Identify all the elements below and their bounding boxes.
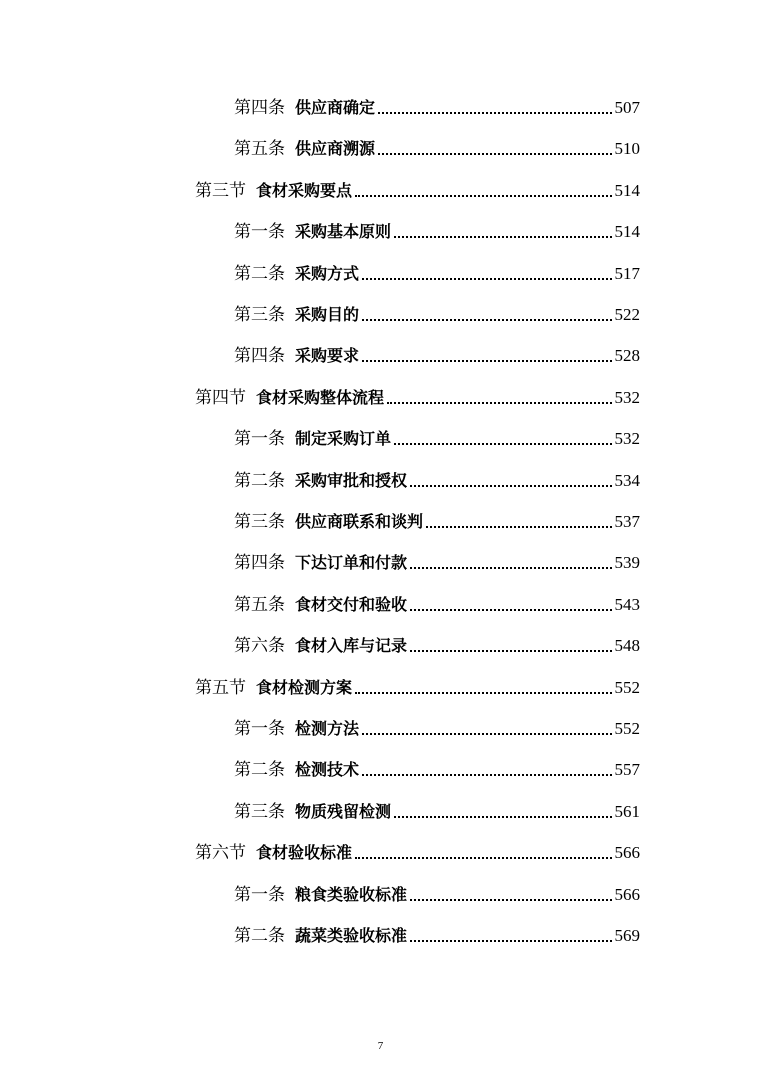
toc-entry[interactable] bbox=[195, 379, 640, 409]
toc-entry-page: 528 bbox=[614, 346, 640, 366]
toc-entry-page: 569 bbox=[614, 926, 640, 945]
toc-entry-title: 检测方法 bbox=[295, 719, 360, 738]
toc-entry-title: 采购方式 bbox=[295, 263, 360, 283]
dot-leader bbox=[362, 773, 611, 776]
dot-leader bbox=[410, 898, 611, 901]
toc-entry-title: 采购目的 bbox=[295, 305, 360, 324]
toc-entry[interactable] bbox=[234, 89, 640, 119]
toc-entry-page: 532 bbox=[614, 429, 640, 449]
toc-entry[interactable] bbox=[234, 503, 640, 533]
toc-entry-page: 522 bbox=[614, 305, 640, 324]
toc-entry-title: 食材采购要点 bbox=[256, 180, 353, 200]
toc-entry-label: 第三节 bbox=[195, 180, 246, 201]
dot-leader bbox=[410, 939, 611, 942]
toc-entry-title: 食材采购整体流程 bbox=[256, 387, 385, 407]
toc-entry-label: 第四条 bbox=[234, 346, 285, 367]
toc-entry-page: 557 bbox=[614, 760, 640, 780]
dot-leader bbox=[362, 277, 611, 280]
dot-leader bbox=[355, 856, 611, 859]
dot-leader bbox=[394, 442, 611, 445]
toc-entry[interactable] bbox=[234, 917, 640, 947]
toc-entry-label: 第一条 bbox=[234, 884, 285, 905]
toc-entry-title: 供应商确定 bbox=[295, 98, 376, 117]
toc-entry-label: 第四条 bbox=[234, 98, 285, 118]
toc-entry-title: 供应商联系和谈判 bbox=[295, 512, 424, 531]
toc-entry-label: 第一条 bbox=[234, 429, 285, 450]
dot-leader bbox=[410, 484, 611, 487]
toc-entry-label: 第一条 bbox=[234, 719, 285, 739]
toc-entry-title: 采购要求 bbox=[295, 346, 360, 366]
toc-entry-title: 粮食类验收标准 bbox=[295, 884, 408, 904]
toc-entry-title: 下达订单和付款 bbox=[295, 553, 408, 573]
toc-entry-label: 第三条 bbox=[234, 801, 285, 822]
toc-entry[interactable] bbox=[195, 834, 640, 864]
toc-entry-page: 566 bbox=[614, 884, 640, 904]
toc-entry[interactable] bbox=[234, 420, 640, 450]
toc-entry-label: 第二条 bbox=[234, 263, 285, 284]
toc-entry[interactable] bbox=[234, 213, 640, 243]
toc-entry-title: 食材检测方案 bbox=[256, 677, 353, 697]
dot-leader bbox=[378, 152, 611, 155]
toc-entry-page: 539 bbox=[614, 553, 640, 573]
dot-leader bbox=[410, 649, 611, 652]
toc-entry-page: 507 bbox=[614, 98, 640, 117]
toc-entry-page: 548 bbox=[614, 636, 640, 656]
dot-leader bbox=[410, 608, 611, 611]
toc-entry-label: 第二条 bbox=[234, 926, 285, 946]
toc-entry[interactable] bbox=[234, 130, 640, 160]
toc-entry-title: 采购基本原则 bbox=[295, 222, 392, 242]
toc-entry-page: 561 bbox=[614, 801, 640, 821]
toc-entry-title: 供应商溯源 bbox=[295, 139, 376, 159]
toc-entry-label: 第一条 bbox=[234, 222, 285, 243]
toc-entry-label: 第六节 bbox=[195, 843, 246, 864]
toc-entry[interactable] bbox=[234, 462, 640, 492]
toc-entry-page: 514 bbox=[614, 222, 640, 242]
toc-entry-page: 543 bbox=[614, 594, 640, 614]
toc-entry[interactable] bbox=[234, 876, 640, 906]
toc-entry-label: 第五条 bbox=[234, 139, 285, 160]
toc-entry-page: 514 bbox=[614, 180, 640, 200]
dot-leader bbox=[410, 566, 611, 569]
toc-entry-title: 物质残留检测 bbox=[295, 801, 392, 821]
dot-leader bbox=[394, 815, 611, 818]
toc-entry-title: 制定采购订单 bbox=[295, 429, 392, 449]
dot-leader bbox=[362, 359, 611, 362]
toc-entry-label: 第二条 bbox=[234, 760, 285, 781]
toc-entry[interactable] bbox=[234, 793, 640, 823]
toc-entry-title: 采购审批和授权 bbox=[295, 470, 408, 490]
toc-entry-label: 第二条 bbox=[234, 470, 285, 491]
toc-entry-page: 537 bbox=[614, 512, 640, 531]
toc-entry-label: 第五节 bbox=[195, 677, 246, 698]
dot-leader bbox=[378, 111, 611, 114]
toc-entry-page: 532 bbox=[614, 387, 640, 407]
toc-entry-title: 食材入库与记录 bbox=[295, 636, 408, 656]
toc-entry-title: 食材交付和验收 bbox=[295, 594, 408, 614]
toc-entry-label: 第六条 bbox=[234, 636, 285, 657]
toc-entry-label: 第四节 bbox=[195, 387, 246, 408]
toc-entry-title: 蔬菜类验收标准 bbox=[295, 926, 408, 945]
toc-entry[interactable] bbox=[234, 255, 640, 285]
toc-entry[interactable] bbox=[234, 586, 640, 616]
toc-entry-page: 552 bbox=[614, 677, 640, 697]
toc-entry-page: 552 bbox=[614, 719, 640, 738]
toc-entry-page: 534 bbox=[614, 470, 640, 490]
toc-entry-label: 第四条 bbox=[234, 553, 285, 574]
toc-entry[interactable] bbox=[234, 544, 640, 574]
toc-entry[interactable] bbox=[234, 337, 640, 367]
dot-leader bbox=[394, 235, 611, 238]
page-number: 7 bbox=[377, 1040, 384, 1052]
dot-leader bbox=[362, 732, 611, 735]
toc-entry-title: 食材验收标准 bbox=[256, 843, 353, 863]
toc-entry-page: 566 bbox=[614, 843, 640, 863]
dot-leader bbox=[355, 194, 611, 197]
toc-entry[interactable] bbox=[234, 296, 640, 326]
dot-leader bbox=[387, 401, 611, 404]
toc-entry-label: 第三条 bbox=[234, 512, 285, 532]
toc-entry-label: 第五条 bbox=[234, 594, 285, 615]
toc-entry-title: 检测技术 bbox=[295, 760, 360, 780]
toc-entry[interactable] bbox=[234, 627, 640, 657]
toc-entry[interactable] bbox=[195, 669, 640, 699]
dot-leader bbox=[355, 691, 611, 694]
toc-entry[interactable] bbox=[195, 172, 640, 202]
dot-leader bbox=[362, 318, 611, 321]
toc-entry-page: 510 bbox=[614, 139, 640, 159]
toc-entry-page: 517 bbox=[614, 263, 640, 283]
dot-leader bbox=[426, 525, 611, 528]
toc-entry[interactable] bbox=[234, 710, 640, 740]
toc-entry-label: 第三条 bbox=[234, 305, 285, 325]
toc-entry[interactable] bbox=[234, 751, 640, 781]
